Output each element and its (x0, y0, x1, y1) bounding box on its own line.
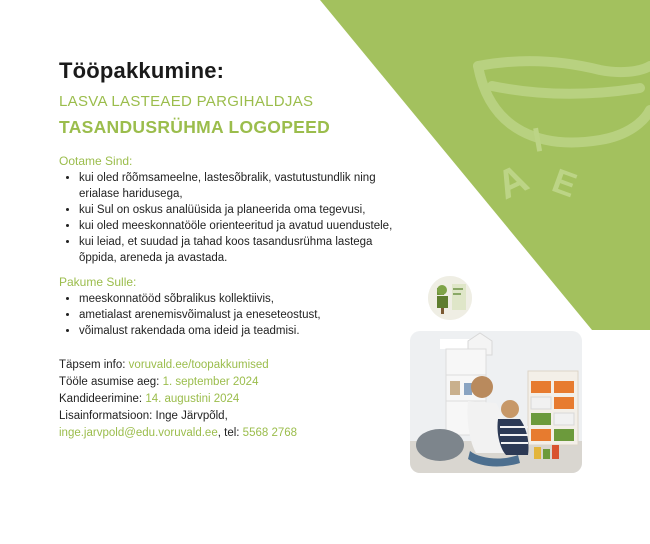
email-link[interactable]: inge.jarvpold@edu.voruvald.ee (59, 427, 218, 439)
requirements-list (59, 170, 399, 266)
deadline-line (59, 391, 399, 408)
list-item: • meeskonnatööd sõbralikus kollektiivis, (79, 291, 399, 307)
therapist-with-child-photo (410, 331, 582, 473)
job-offer-content (59, 58, 399, 442)
offer-heading: Ootame Sind: (59, 154, 133, 168)
contact-person: Lisainformatsioon: Inge Järvpõld, (59, 410, 228, 422)
logo-letter-e: E (547, 161, 582, 206)
benefits-list (59, 291, 399, 339)
list-item: • kui oled rõõmsameelne, lastesõbralik, vastutustundlik ning erialase haridusega, (79, 170, 399, 202)
logo-letter-a: A (490, 156, 535, 209)
start-date-label: Tööle asumise aeg: (59, 376, 163, 388)
more-info-label: Täpsem info: (59, 359, 129, 371)
phone-number[interactable]: 5568 2768 (242, 427, 298, 439)
start-date-value: 1. september 2024 (162, 376, 259, 388)
deadline-value: 14. augustini 2024 (145, 393, 240, 405)
page-title: Tööpakkumine: (59, 58, 225, 83)
list-item: • kui leiad, et suudad ja tahad koos tasandusrühma lastega õppida, areneda ja avastada. (79, 234, 399, 266)
contact-info (59, 357, 399, 442)
list-item: • võimalust rakendada oma ideid ja teadmisi. (79, 323, 399, 339)
more-info-link[interactable]: voruvald.ee/toopakkumised (128, 359, 269, 371)
list-item: • kui oled meeskonnatööle orienteeritud ja avatud uuendustele, (79, 218, 399, 234)
deadline-label: Kandideerimine: (59, 393, 146, 405)
employer-name: LASVA LASTEAED PARGIHALDJAS (59, 93, 314, 110)
start-date-line (59, 374, 399, 391)
benefits-heading: Pakume Sulle: (59, 275, 137, 289)
more-info-line (59, 357, 399, 374)
list-item: • ametialast arenemisvõimalust ja eneseteostust, (79, 307, 399, 323)
logo-letter-i: I (529, 120, 546, 160)
contact-line (59, 425, 399, 442)
kindergarten-badge-image (428, 276, 472, 320)
phone-label: , tel: (217, 427, 243, 439)
position-title: TASANDUSRÜHMA LOGOPEED (59, 117, 331, 137)
list-item: • kui Sul on oskus analüüsida ja planeerida oma tegevusi, (79, 202, 399, 218)
